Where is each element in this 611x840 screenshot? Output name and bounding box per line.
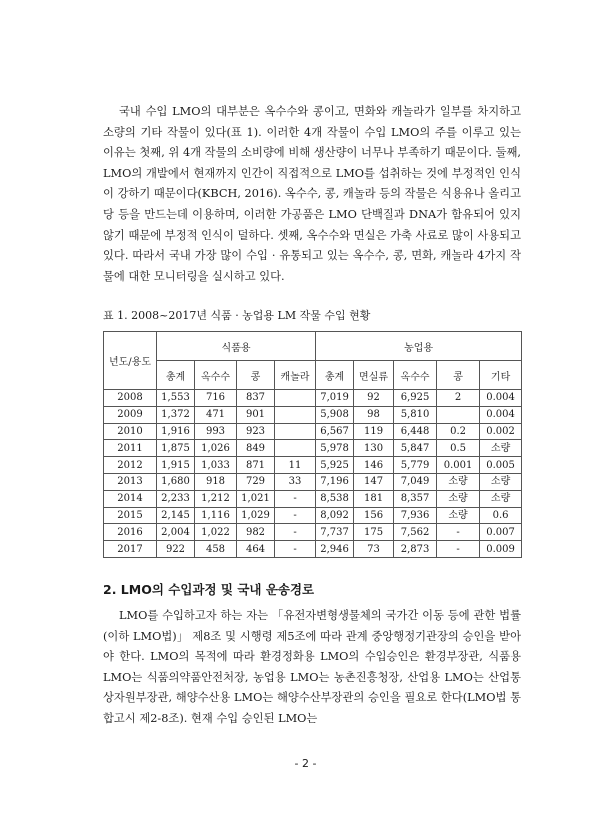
value-cell: 1,915 [157, 457, 195, 474]
sub-header-cell: 총계 [157, 361, 195, 390]
table-row [104, 524, 522, 541]
table-row [104, 423, 522, 440]
value-cell: 471 [195, 406, 237, 423]
year-cell: 2017 [104, 541, 157, 558]
value-cell: 181 [354, 490, 394, 507]
sub-header-cell: 옥수수 [394, 361, 437, 390]
value-cell: 5,925 [316, 457, 354, 474]
value-cell [275, 423, 316, 440]
value-cell: 0.001 [437, 457, 480, 474]
value-cell: - [275, 507, 316, 524]
table-row [104, 440, 522, 457]
value-cell: 7,737 [316, 524, 354, 541]
value-cell: 1,033 [195, 457, 237, 474]
value-cell: - [437, 541, 480, 558]
value-cell: 98 [354, 406, 394, 423]
value-cell: 7,936 [394, 507, 437, 524]
import-table [103, 331, 522, 558]
value-cell: 73 [354, 541, 394, 558]
value-cell: 119 [354, 423, 394, 440]
sub-header-cell: 면실류 [354, 361, 394, 390]
value-cell: 1,372 [157, 406, 195, 423]
sub-header-cell: 콩 [237, 361, 275, 390]
value-cell: 156 [354, 507, 394, 524]
value-cell: 0.004 [480, 406, 522, 423]
value-cell: 2,145 [157, 507, 195, 524]
import-process-paragraph: LMO를 수입하고자 하는 자는 「유전자변형생물체의 국가간 이동 등에 관한 법률(이하 LMO법)」 제8조 및 시행령 제5조에 따라 관계 중앙행정기관장의 승인을 받아야 한다. LMO의 목적에 따라 환경정화용 LMO의 수입승인은 환경부장관, 식품용 LMO는 식품의약품안전처장, 농업용 LMO는 농촌진흥청장, 산업용 LMO는 산업통상자원부장관, 해양수산용 LMO는 해양수산부장관의 승인을 필요로 한다(LMO법 통합고시 제2-8조). 현재 수입 승인된 LMO는 [103, 609, 521, 725]
value-cell: 1,212 [195, 490, 237, 507]
value-cell: 5,810 [394, 406, 437, 423]
value-cell: 922 [157, 541, 195, 558]
value-cell: 5,978 [316, 440, 354, 457]
sub-header-cell: 콩 [437, 361, 480, 390]
value-cell [437, 406, 480, 423]
value-cell: 2,004 [157, 524, 195, 541]
value-cell: 0.2 [437, 423, 480, 440]
value-cell: 1,021 [237, 490, 275, 507]
value-cell: - [275, 524, 316, 541]
value-cell [275, 440, 316, 457]
table-row [104, 541, 522, 558]
value-cell: 7,196 [316, 473, 354, 490]
value-cell: 소량 [480, 490, 522, 507]
value-cell: 6,448 [394, 423, 437, 440]
value-cell: 5,779 [394, 457, 437, 474]
value-cell: 소량 [480, 440, 522, 457]
value-cell: 소량 [437, 507, 480, 524]
sub-header-cell: 옥수수 [195, 361, 237, 390]
value-cell: 소량 [480, 473, 522, 490]
value-cell: 8,092 [316, 507, 354, 524]
value-cell: 147 [354, 473, 394, 490]
value-cell: 2 [437, 390, 480, 407]
year-header: 년도/용도 [104, 332, 157, 390]
value-cell: 2,873 [394, 541, 437, 558]
section-heading: 2. LMO의 수입과정 및 국내 운송경로 [103, 582, 315, 597]
value-cell: 8,538 [316, 490, 354, 507]
value-cell: 175 [354, 524, 394, 541]
value-cell: 458 [195, 541, 237, 558]
value-cell: 2,233 [157, 490, 195, 507]
table-caption: 표 1. 2008~2017년 식품 · 농업용 LM 작물 수입 현황 [103, 309, 371, 322]
value-cell: 0.5 [437, 440, 480, 457]
value-cell: 1,116 [195, 507, 237, 524]
table-row [104, 490, 522, 507]
page-number: - 2 - [294, 757, 317, 770]
value-cell: 0.007 [480, 524, 522, 541]
value-cell [275, 406, 316, 423]
value-cell: 901 [237, 406, 275, 423]
value-cell: 0.6 [480, 507, 522, 524]
value-cell: 소량 [437, 490, 480, 507]
value-cell: - [437, 524, 480, 541]
table-row [104, 457, 522, 474]
year-cell: 2014 [104, 490, 157, 507]
value-cell: 146 [354, 457, 394, 474]
value-cell: 1,680 [157, 473, 195, 490]
food-group-header: 식품용 [157, 332, 316, 361]
value-cell: 918 [195, 473, 237, 490]
value-cell: 982 [237, 524, 275, 541]
value-cell: 6,925 [394, 390, 437, 407]
value-cell: 1,916 [157, 423, 195, 440]
year-cell: 2012 [104, 457, 157, 474]
value-cell: 소량 [437, 473, 480, 490]
value-cell: 11 [275, 457, 316, 474]
value-cell: 729 [237, 473, 275, 490]
value-cell: 993 [195, 423, 237, 440]
value-cell: 464 [237, 541, 275, 558]
table-row [104, 473, 522, 490]
value-cell: - [275, 490, 316, 507]
value-cell: 7,049 [394, 473, 437, 490]
value-cell: 0.005 [480, 457, 522, 474]
value-cell: 5,908 [316, 406, 354, 423]
sub-header-cell: 기타 [480, 361, 522, 390]
value-cell: 2,946 [316, 541, 354, 558]
table-row [104, 406, 522, 423]
value-cell: 837 [237, 390, 275, 407]
value-cell: 1,026 [195, 440, 237, 457]
year-cell: 2015 [104, 507, 157, 524]
value-cell [275, 390, 316, 407]
value-cell: 1,029 [237, 507, 275, 524]
value-cell: 716 [195, 390, 237, 407]
year-cell: 2010 [104, 423, 157, 440]
value-cell: 8,357 [394, 490, 437, 507]
value-cell: 92 [354, 390, 394, 407]
value-cell: 0.009 [480, 541, 522, 558]
value-cell: 1,022 [195, 524, 237, 541]
value-cell: 6,567 [316, 423, 354, 440]
value-cell: 849 [237, 440, 275, 457]
year-cell: 2009 [104, 406, 157, 423]
value-cell: 33 [275, 473, 316, 490]
year-cell: 2008 [104, 390, 157, 407]
value-cell: - [275, 541, 316, 558]
value-cell: 7,562 [394, 524, 437, 541]
table-row [104, 390, 522, 407]
value-cell: 7,019 [316, 390, 354, 407]
value-cell: 0.002 [480, 423, 522, 440]
value-cell: 130 [354, 440, 394, 457]
year-cell: 2016 [104, 524, 157, 541]
table-row [104, 507, 522, 524]
value-cell: 871 [237, 457, 275, 474]
agri-group-header: 농업용 [316, 332, 522, 361]
value-cell: 923 [237, 423, 275, 440]
sub-header-cell: 총계 [316, 361, 354, 390]
value-cell: 5,847 [394, 440, 437, 457]
year-cell: 2011 [104, 440, 157, 457]
sub-header-cell: 캐놀라 [275, 361, 316, 390]
intro-paragraph: 국내 수입 LMO의 대부분은 옥수수와 콩이고, 면화와 캐놀라가 일부를 차지하고 소량의 기타 작물이 있다(표 1). 이러한 4개 작물이 수입 LMO의 주를 이루고 있는 이유는 첫째, 위 4개 작물의 소비량에 비해 생산량이 너무나 부족하기 때문이다. 둘째, LMO의 개발에서 현재까지 인간이 직접적으로 LMO를 섭취하는 것에 부정적인 인식이 강하기 때문이다(KBCH, 2016). 옥수수, 콩, 캐놀라 등의 작물은 식용유나 올리고당 등을 만드는데 이용하며, 이러한 가공품은 LMO 단백질과 DNA가 함유되어 있지 않기 때문에 부정적 인식이 덜하다. 셋째, 옥수수와 면실은 가축 사료로 많이 사용되고 있다. 따라서 국내 가장 많이 수입 · 유통되고 있는 옥수수, 콩, 면화, 캐놀라 4가지 작물에 대한 모니터링을 실시하고 있다. [103, 105, 521, 283]
value-cell: 1,875 [157, 440, 195, 457]
value-cell: 1,553 [157, 390, 195, 407]
value-cell: 0.004 [480, 390, 522, 407]
year-cell: 2013 [104, 473, 157, 490]
